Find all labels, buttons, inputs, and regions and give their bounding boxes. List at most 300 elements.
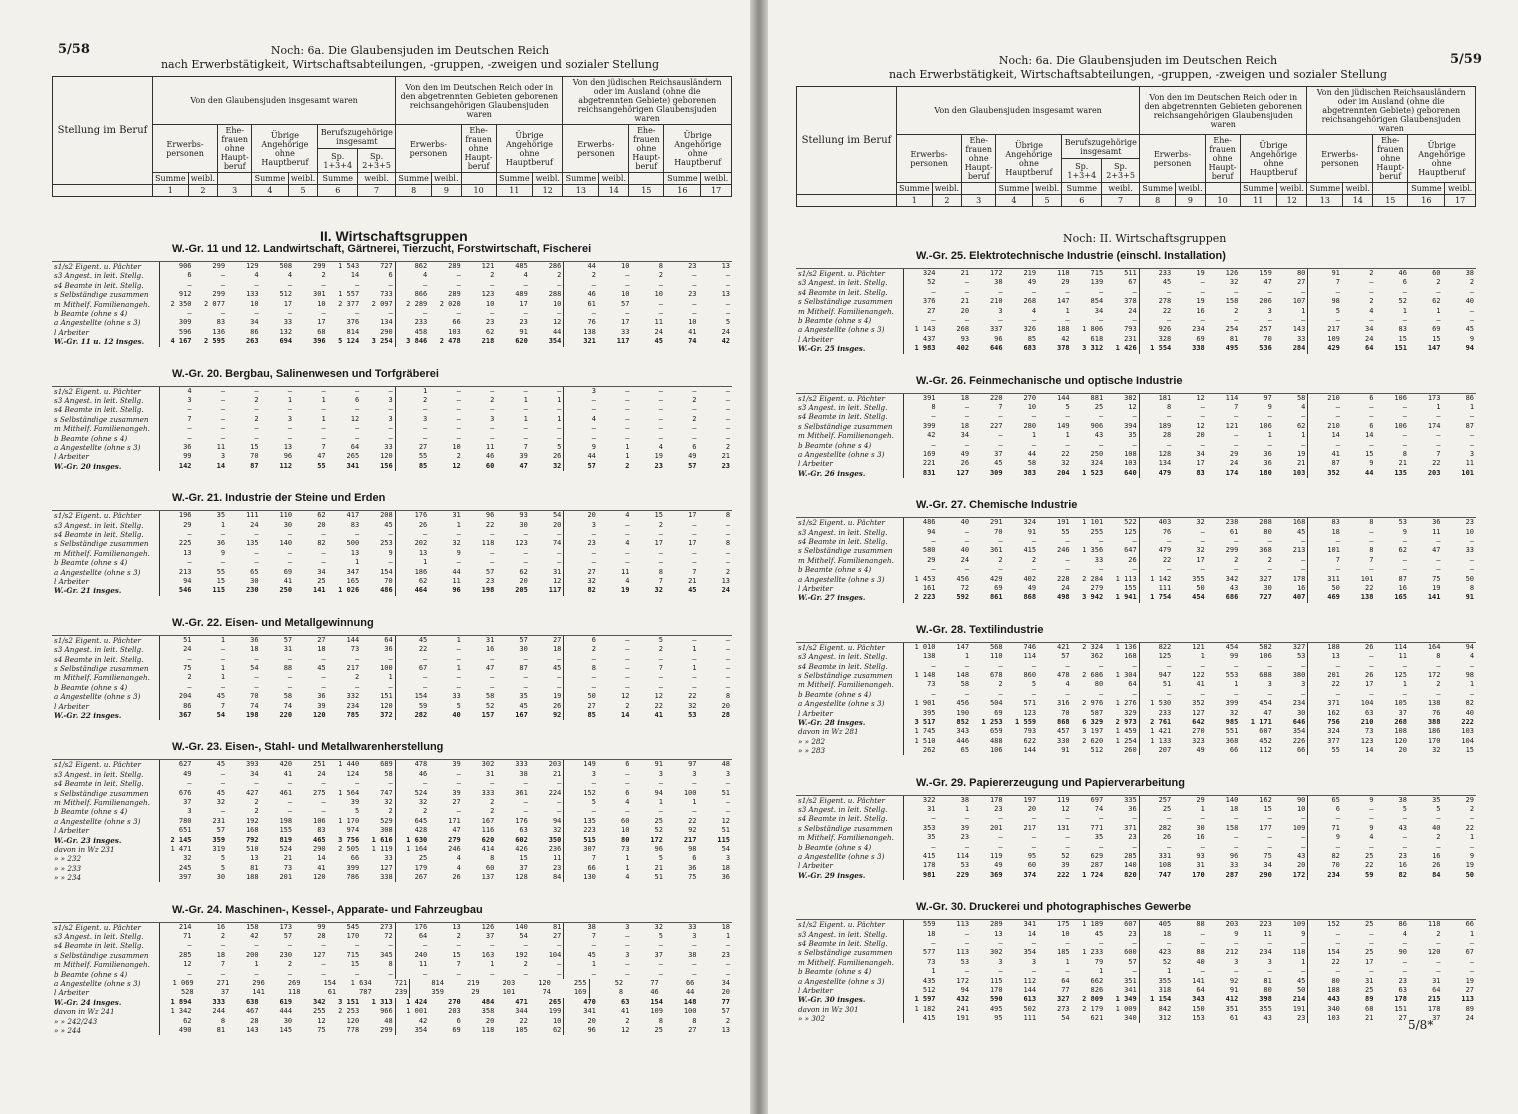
table-cell: 38 <box>994 278 1003 287</box>
table-cell: 54 <box>216 710 226 719</box>
table-cell: — <box>1031 536 1037 545</box>
table-cell: 116 <box>481 826 495 835</box>
table-row <box>52 387 732 396</box>
table-cell: — <box>1065 938 1070 947</box>
table-cell: — <box>490 969 495 978</box>
table-cell: 627 <box>159 760 194 769</box>
table-cell: 41 <box>283 769 293 778</box>
table-cell: 288 <box>1259 518 1272 527</box>
table-cell: 37 <box>485 931 495 940</box>
header-stellung: Stellung im Beruf <box>53 77 153 185</box>
table-cell: 22 <box>1061 449 1070 458</box>
table-cell: 18 <box>552 645 562 654</box>
table-cell: 72 <box>384 931 393 940</box>
table-cell: — <box>903 662 938 671</box>
header-group-1: Von den Glaubensjuden insgesamt waren <box>153 77 396 125</box>
table-cell: — <box>1402 842 1407 851</box>
table-cell: 12 <box>1196 393 1205 402</box>
table-cell: 44 <box>685 988 695 997</box>
table-cell: 2 097 <box>371 299 393 308</box>
table-row <box>52 290 732 299</box>
table-cell: 90 <box>1296 795 1306 804</box>
table-cell: 91 <box>1061 746 1070 755</box>
table-cell: — <box>388 969 393 978</box>
table-cell: 37 <box>519 863 528 872</box>
table-cell: 337 <box>989 325 1003 334</box>
table-cell: 24 <box>1465 1014 1475 1023</box>
table-cell: 1 <box>964 804 970 813</box>
table-cell: — <box>220 414 226 423</box>
table-cell: 147 <box>1057 297 1070 306</box>
table-cell: — <box>563 309 598 318</box>
table-cell: 2 <box>1436 278 1441 287</box>
table-cell: 121 <box>1192 642 1205 651</box>
table-cell: 190 <box>956 708 970 717</box>
table-cell: 27 <box>452 797 461 806</box>
table-cell: 1 313 <box>371 997 393 1006</box>
table-cell: 170 <box>346 931 360 940</box>
table-cell: 926 <box>1139 325 1174 334</box>
table-row <box>52 864 732 873</box>
table-cell: 5 <box>220 863 226 872</box>
table-cell: 161 <box>903 584 938 593</box>
table-cell: 62 <box>1432 297 1441 306</box>
table-cell: — <box>1436 842 1441 851</box>
table-cell: — <box>1436 661 1441 670</box>
table-cell: — <box>1307 441 1342 450</box>
table-cell: — <box>1200 402 1205 411</box>
row-label: s4 Beamte in leit. Stellg. <box>54 654 144 664</box>
table-cell: — <box>658 433 663 442</box>
table-cell: — <box>725 797 731 806</box>
table-row <box>52 337 732 346</box>
table-cell: — <box>658 308 663 317</box>
table-row <box>52 692 732 701</box>
table-cell: 1 <box>1301 431 1306 440</box>
table-row <box>52 711 732 720</box>
table-cell: — <box>964 527 970 536</box>
table-cell: — <box>1234 440 1239 449</box>
table-cell: — <box>658 682 663 691</box>
table-cell: 27 <box>317 635 326 644</box>
table-cell: 18 <box>1139 930 1174 939</box>
table-cell: 374 <box>1023 870 1037 879</box>
table-cell: 335 <box>1124 795 1137 804</box>
table-cell: — <box>395 970 430 979</box>
table-cell: — <box>1200 287 1205 296</box>
table-row <box>52 854 732 863</box>
table-cell: 127 <box>313 950 326 959</box>
table-cell: 136 <box>212 327 226 336</box>
header-sub-9: weibl. <box>1176 183 1206 195</box>
table-cell: 319 <box>212 844 226 853</box>
table-cell: — <box>490 673 495 682</box>
table-cell: 253 <box>380 539 393 548</box>
table-cell: 4 <box>1301 402 1306 411</box>
table-cell: 91 <box>1027 527 1037 536</box>
table-cell: — <box>1139 441 1174 450</box>
table-cell: — <box>725 654 731 663</box>
table-cell: — <box>254 558 259 567</box>
table-cell: 31 <box>1365 976 1374 985</box>
table-cell: 1 745 <box>903 727 938 736</box>
table-cell: 65 <box>960 746 970 755</box>
table-cell: 1 630 <box>395 836 430 845</box>
table-cell: 4 <box>625 873 630 882</box>
table-cell: 8 <box>1436 652 1441 661</box>
table-cell: 1 <box>1200 652 1205 661</box>
table-cell: 344 <box>515 1007 528 1016</box>
table-cell: — <box>1469 967 1475 976</box>
table-cell: 196 <box>159 511 194 520</box>
table-cell: — <box>388 280 393 289</box>
table-cell: 155 <box>1124 583 1137 592</box>
table-row <box>52 807 732 816</box>
table-cell: 485 <box>515 262 528 270</box>
table-cell: 134 <box>380 318 393 327</box>
table-cell: 52 <box>1139 958 1174 967</box>
table-row <box>52 789 732 798</box>
table-cell: 13 <box>721 290 731 299</box>
table-cell: 19 <box>552 692 562 701</box>
table-cell: 46 <box>395 770 430 779</box>
table-cell: 906 <box>159 262 194 271</box>
table-cell: — <box>354 386 360 395</box>
table-cell: 40 <box>1196 957 1205 966</box>
table-cell: — <box>1369 527 1374 536</box>
row-label: a Angestellte (ohne s 3) <box>54 978 141 988</box>
table-cell: 103 <box>1124 459 1137 468</box>
table-cell: 45 <box>1139 278 1174 287</box>
table-cell: — <box>1402 967 1407 976</box>
table-cell: 41 <box>317 863 326 872</box>
table-cell: — <box>964 814 970 823</box>
table-cell: — <box>1436 315 1441 324</box>
table-cell: — <box>1200 278 1205 287</box>
table-cell: — <box>287 654 293 663</box>
table-cell: 120 <box>346 1016 360 1025</box>
table-cell: 19 <box>1465 861 1475 870</box>
header-sub-9: weibl. <box>432 173 462 185</box>
table-cell: — <box>287 529 293 538</box>
table-cell: 37 <box>1398 708 1407 717</box>
table-cell: — <box>557 308 562 317</box>
table-row <box>796 709 1476 718</box>
table-cell: 3 <box>490 414 495 423</box>
table-cell: 98 <box>1307 297 1342 306</box>
table-cell: — <box>725 414 731 423</box>
table-cell: 40 <box>1432 823 1441 832</box>
table-cell: 5 <box>658 854 663 863</box>
table-cell: 120 <box>1394 736 1407 745</box>
table-row <box>52 530 732 539</box>
table-cell: 727 <box>1259 593 1272 602</box>
table-cell: 842 <box>1139 1005 1174 1014</box>
table-cell: — <box>456 433 461 442</box>
table-row <box>796 746 1476 755</box>
table-cell: 191 <box>1292 1004 1306 1013</box>
table-cell: 141 <box>313 586 326 595</box>
table-cell: — <box>1369 402 1374 411</box>
table-cell: — <box>388 405 393 414</box>
table-cell: 24 <box>960 555 970 564</box>
table-cell: 2 <box>254 414 259 423</box>
table-cell: — <box>287 405 293 414</box>
group-table <box>796 642 1476 756</box>
table-cell: 40 <box>1465 708 1475 717</box>
table-cell: 95 <box>1027 851 1037 860</box>
table-cell: 85 <box>1027 334 1037 343</box>
table-cell: 70 <box>1307 861 1342 870</box>
table-cell: 20 <box>1398 746 1407 755</box>
table-cell: 10 <box>621 262 630 270</box>
table-cell: — <box>692 969 697 978</box>
table-cell: — <box>523 969 528 978</box>
table-cell: — <box>1469 661 1475 670</box>
table-cell: 2 <box>1469 804 1475 813</box>
table-cell: 73 <box>1365 727 1374 736</box>
table-cell: 7 <box>563 854 598 863</box>
table-cell: 985 <box>1225 717 1239 726</box>
table-cell: 1 724 <box>1082 870 1104 879</box>
table-cell: 27 <box>395 443 430 452</box>
table-cell: 112 <box>1259 746 1272 755</box>
table-cell: 380 <box>1292 670 1306 679</box>
table-cell: 21 <box>1296 459 1306 468</box>
table-cell: 12 <box>552 576 562 585</box>
table-cell: 44 <box>552 327 562 336</box>
table-cell: 11 <box>1263 929 1272 938</box>
header-sub-7: weibl. <box>1102 183 1140 195</box>
table-cell: — <box>1267 661 1272 670</box>
table-cell: 12 <box>621 692 630 701</box>
table-cell: 98 <box>1465 670 1475 679</box>
table-cell: 32 <box>1229 708 1239 717</box>
table-cell: 70 <box>250 692 259 701</box>
table-cell: 39 <box>1061 861 1070 870</box>
table-cell: — <box>725 395 731 404</box>
table-cell: 2 <box>1469 278 1475 287</box>
table-cell: — <box>254 548 259 557</box>
table-cell: — <box>692 529 697 538</box>
table-cell: 75 <box>1432 574 1441 583</box>
table-cell: 92 <box>1229 976 1239 985</box>
table-cell: — <box>1307 967 1342 976</box>
table-row <box>52 770 732 779</box>
table-cell: 22 <box>654 701 663 710</box>
table-cell: 99 <box>1229 652 1239 661</box>
table-cell: — <box>1200 938 1205 947</box>
table-cell: — <box>159 683 194 692</box>
table-cell: 2 350 <box>159 300 194 309</box>
table-cell: 432 <box>956 995 970 1004</box>
table-cell: 1 543 <box>338 262 360 270</box>
table-cell: 1 <box>1200 804 1205 813</box>
table-cell: 647 <box>1124 546 1137 555</box>
table-cell: 154 <box>1307 948 1342 957</box>
row-label: s3 Angest. in leit. Stellg. <box>54 645 144 655</box>
table-cell: 158 <box>1225 823 1239 832</box>
group-title: W.-Gr. 25. Elektrotechnische Industrie (einschl. Installation) <box>916 250 1226 262</box>
table-cell: 18 <box>960 393 970 402</box>
table-cell: — <box>1065 440 1070 449</box>
table-cell: — <box>1065 565 1070 574</box>
table-cell: — <box>159 970 194 979</box>
table-cell: 9 <box>1267 402 1272 411</box>
table-cell: 45 <box>1296 976 1306 985</box>
table-cell: — <box>1402 536 1407 545</box>
table-cell: — <box>254 280 259 289</box>
table-cell: 1 <box>388 673 393 682</box>
table-cell: — <box>903 441 938 450</box>
table-cell: — <box>998 661 1003 670</box>
table-cell: — <box>456 395 461 404</box>
table-row <box>52 271 732 280</box>
table-cell: 51 <box>654 873 663 882</box>
table-cell: 403 <box>1139 518 1174 527</box>
table-cell: 120 <box>1427 948 1441 957</box>
group-table <box>796 393 1476 479</box>
header-colnum: 4 <box>996 195 1032 207</box>
table-cell: 58 <box>283 692 293 701</box>
table-cell: — <box>354 779 360 788</box>
table-cell: 62 <box>395 577 430 586</box>
table-cell: 4 <box>159 387 194 396</box>
row-label: s4 Beamte in leit. Stellg. <box>798 938 888 948</box>
table-cell: 10 <box>621 290 630 299</box>
table-cell: — <box>456 558 461 567</box>
table-cell: 33 <box>1094 555 1104 564</box>
table-cell: 158 <box>245 922 259 931</box>
page-title <box>878 54 1398 82</box>
table-cell: — <box>321 673 326 682</box>
table-cell: — <box>658 941 663 950</box>
table-cell: — <box>321 682 326 691</box>
table-cell: 288 <box>548 290 562 299</box>
table-cell: 11 <box>395 960 430 969</box>
table-cell: 30 <box>519 520 528 529</box>
table-cell: 45 <box>216 788 226 797</box>
table-cell: 148 <box>956 670 970 679</box>
table-cell: 80 <box>1263 527 1272 536</box>
table-cell: — <box>159 655 194 664</box>
table-cell: 36 <box>1263 449 1272 458</box>
table-cell: 1 <box>1234 680 1239 689</box>
table-cell: 30 <box>250 576 259 585</box>
header-sub-5: weibl. <box>1032 183 1062 195</box>
table-cell: 26 <box>452 873 461 882</box>
table-cell: 1 559 <box>1015 717 1037 726</box>
table-cell: — <box>1469 315 1475 324</box>
table-cell: — <box>1200 536 1205 545</box>
table-cell: — <box>1132 440 1137 449</box>
table-cell: 1 754 <box>1139 593 1174 602</box>
table-cell: 60 <box>621 816 630 825</box>
table-cell: 2 <box>388 807 393 816</box>
table-cell: 428 <box>395 826 430 835</box>
table-cell: — <box>625 635 630 644</box>
row-label: s1/s2 Eigent. u. Pächter <box>54 511 141 521</box>
table-cell: 469 <box>1307 593 1342 602</box>
table-cell: 414 <box>481 844 495 853</box>
table-cell: 342 <box>1225 574 1239 583</box>
table-cell: 559 <box>903 920 938 929</box>
table-cell: — <box>625 529 630 538</box>
table-cell: 140 <box>279 539 293 548</box>
table-cell: — <box>563 779 598 788</box>
table-cell: 2 <box>220 931 226 940</box>
table-cell: — <box>692 299 697 308</box>
table-cell: — <box>964 967 970 976</box>
table-cell: 1 <box>1301 306 1306 315</box>
table-cell: 49 <box>1027 278 1037 287</box>
table-cell: 10 <box>452 442 461 451</box>
table-cell: 87 <box>1398 574 1407 583</box>
table-cell: 688 <box>1259 670 1272 679</box>
table-row <box>796 967 1476 976</box>
table-cell: 162 <box>1259 795 1272 804</box>
table-cell: 338 <box>380 873 393 882</box>
table-cell: 355 <box>1192 574 1205 583</box>
table-cell: 9 <box>220 548 226 557</box>
table-cell: 52 <box>654 826 663 835</box>
table-cell: — <box>725 280 731 289</box>
table-cell: 7 <box>456 960 461 969</box>
table-cell: 39 <box>317 701 326 710</box>
row-label: » » 233 <box>54 863 82 873</box>
table-cell: 149 <box>563 760 598 769</box>
group-title: W.-Gr. 24. Maschinen-, Kessel-, Apparate- und Fahrzeugbau <box>172 903 483 916</box>
table-cell: 376 <box>346 318 360 327</box>
table-cell: — <box>692 433 697 442</box>
table-cell: 7 <box>692 567 697 576</box>
table-cell: 721 <box>394 978 408 987</box>
table-row <box>52 932 732 941</box>
header-colnum: 9 <box>1176 195 1206 207</box>
table-cell: 9 <box>1369 795 1374 804</box>
table-cell: 65 <box>250 567 259 576</box>
table-cell: 1 <box>321 395 326 404</box>
table-cell: 620 <box>481 835 495 844</box>
table-row <box>52 328 732 337</box>
table-cell: 62 <box>317 511 326 520</box>
table-cell: 17 <box>688 539 697 548</box>
table-cell: 34 <box>960 431 970 440</box>
table-cell: 14 <box>350 271 360 280</box>
row-label: m Mithelf. Familienangeh. <box>798 833 894 843</box>
table-cell: 233 <box>1139 269 1174 278</box>
table-cell: — <box>1267 536 1272 545</box>
table-cell: 34 <box>250 769 259 778</box>
table-cell: — <box>625 395 630 404</box>
table-cell: — <box>490 280 495 289</box>
row-label: s1/s2 Eigent. u. Pächter <box>798 920 885 930</box>
left-page <box>0 0 750 1114</box>
table-cell: 10 <box>250 299 259 308</box>
table-row <box>796 948 1476 957</box>
row-label: W.-Gr. 21 insges. <box>54 586 122 596</box>
table-cell: — <box>1031 689 1037 698</box>
table-cell: 747 <box>1139 871 1174 880</box>
group-table <box>52 635 732 721</box>
table-cell: 41 <box>688 327 697 336</box>
table-cell: 1 <box>903 967 938 976</box>
header-colnum: 4 <box>252 185 288 197</box>
row-label: b Beamte (ohne s 4) <box>54 308 128 318</box>
table-cell: 69 <box>283 567 293 576</box>
header-sub-11: Summe <box>1240 183 1277 195</box>
row-label: s4 Beamte in leit. Stellg. <box>54 941 144 951</box>
